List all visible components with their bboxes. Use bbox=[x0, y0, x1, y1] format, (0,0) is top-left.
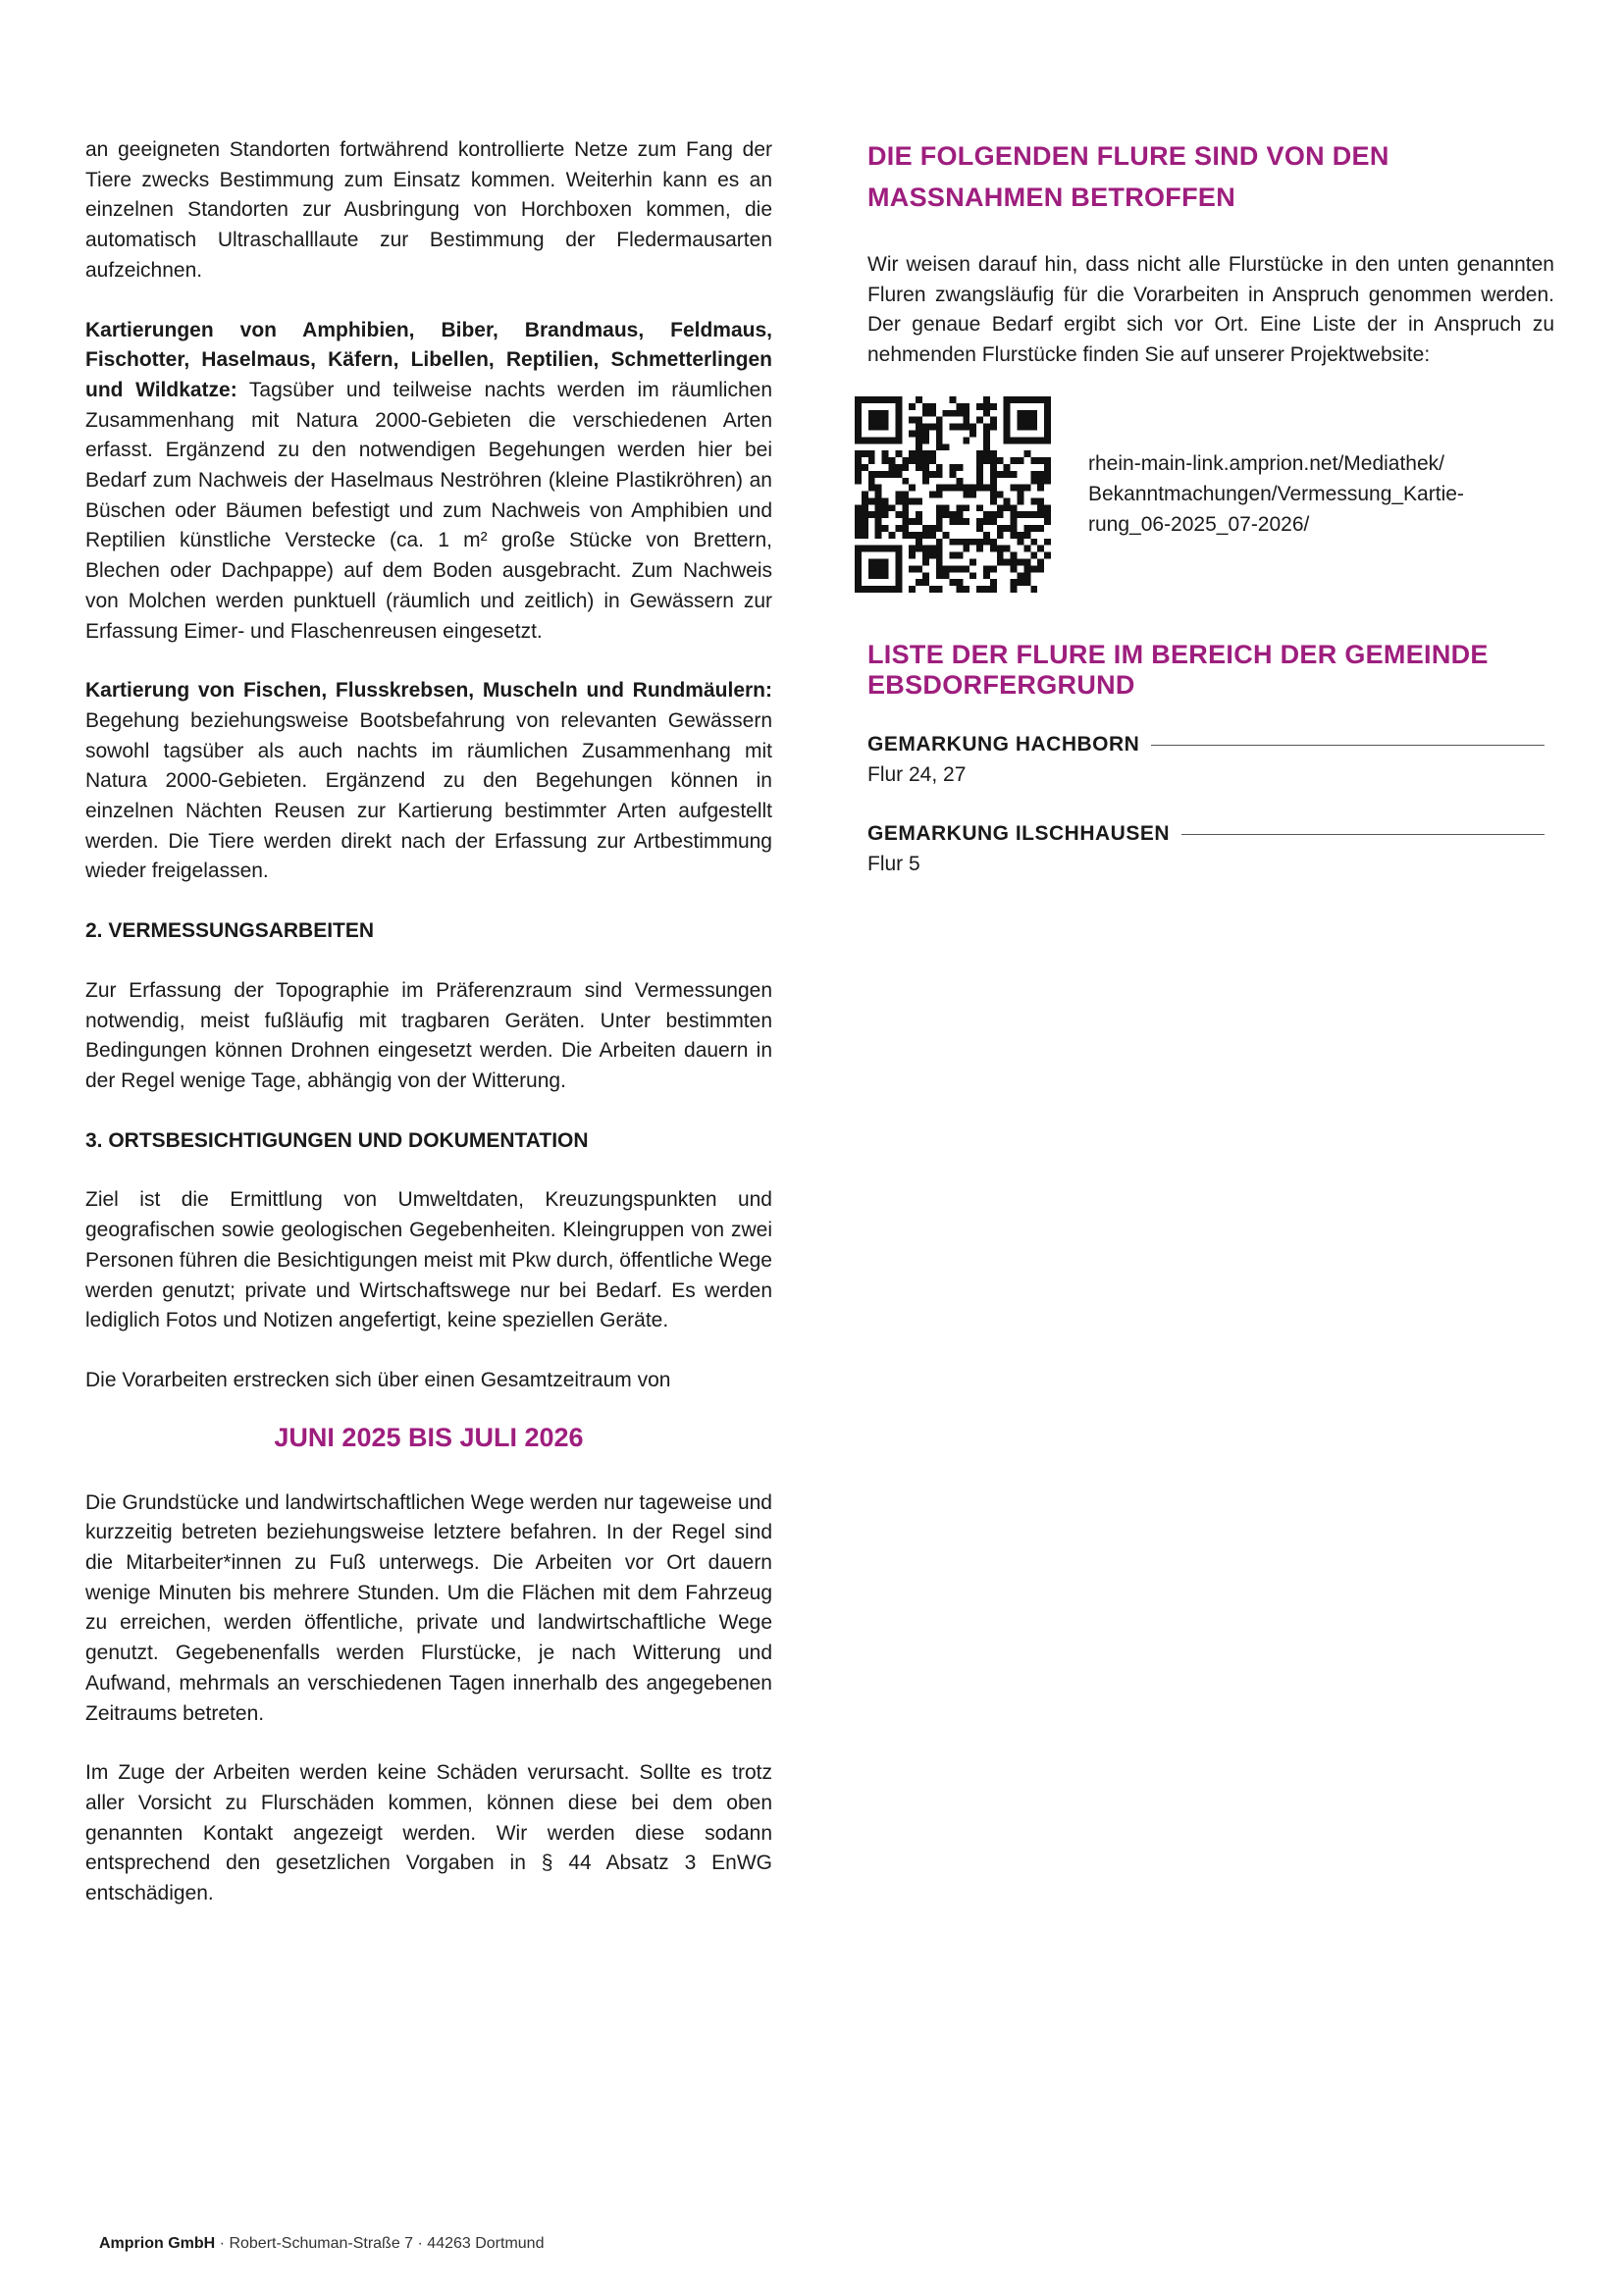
paragraph-vermessung: Zur Erfassung der Topographie im Präferenzraum sind Vermessungen notwendig, meist fußläufig mit tragbaren Geräten. Unter bestimmten Bedingungen können Drohnen eingesetzt werden. Die Arbeiten dauern in der Regel wenige Tage, abhängig von der Witterung. bbox=[85, 978, 772, 1092]
date-range-highlight: JUNI 2025 BIS JULI 2026 bbox=[274, 1422, 584, 1452]
paragraph-zeitraum-intro: Die Vorarbeiten erstrecken sich über einen Gesamtzeitraum von bbox=[85, 1368, 671, 1391]
paragraph-body: Begehung beziehungsweise Bootsbefahrung von relevanten Gewässern sowohl tagsüber als auch nachts im räumlichen Zusammenhang mit Natura 2000-Gebieten. Ergänzend zu den Begehungen können in einzelnen Nächten Reusen zur Kartierung bestimmter Arten aufgestellt werden. Die Tiere werden direkt nach der Erfassung zur Artbestimmung wieder freigelassen. bbox=[85, 708, 772, 883]
footer-address: · Robert-Schuman-Straße 7 · 44263 Dortmund bbox=[215, 2235, 545, 2252]
gemarkung-name: GEMARKUNG HACHBORN bbox=[867, 732, 1140, 756]
footer bbox=[99, 2235, 544, 2253]
paragraph-body: Tagsüber und teilweise nachts werden im räumlichen Zusammenhang mit Natura 2000-Gebieten die verschiedenen Arten erfasst. Ergänzend zu den notwendigen Begehungen werden hier bei Bedarf zum Nachweis der Haselmaus Neströhren (kleine Plastikröhren) an Büschen oder Bäumen befestigt und zum Nachweis von Amphibien und Reptilien künstliche Verstecke (ca. 1 m² große Stücke von Brettern, Blechen oder Dachpappe) auf dem Boden ausgebracht. Zum Nachweis von Molchen werden punktuell (räumlich und zeitlich) in Gewässern zur Erfassung Eimer- und Flaschenreusen eingesetzt. bbox=[85, 378, 772, 643]
paragraph-kartierungen-amphibien bbox=[85, 316, 772, 648]
paragraph-schaeden: Im Zuge der Arbeiten werden keine Schäden verursacht. Sollte es trotz aller Vorsicht zu Flurschäden kommen, können diese bei dem oben genannten Kontakt angezeigt werden. Wir werden diese sodann entsprechend den gesetzlichen Vorgaben in § 44 Absatz 3 EnWG entschädigen. bbox=[85, 1761, 772, 1905]
left-column bbox=[85, 135, 772, 1939]
flure-list: Flur 24, 27 bbox=[867, 762, 967, 786]
section-heading-ortsbesichtigung: 3. ORTSBESICHTIGUNGEN UND DOKUMENTATION bbox=[85, 1128, 589, 1152]
heading-line: DIE FOLGENDEN FLURE SIND VON DEN bbox=[867, 141, 1389, 171]
qr-code-icon[interactable] bbox=[855, 396, 1051, 593]
flure-list: Flur 5 bbox=[867, 852, 920, 875]
url-line: rhein-main-link.amprion.net/Mediathek/ bbox=[1088, 452, 1444, 476]
project-website-link[interactable] bbox=[1088, 448, 1464, 540]
intro-paragraph: Wir weisen darauf hin, dass nicht alle Flurstücke in den unten genannten Fluren zwangsläufig für die Vorarbeiten in Anspruch genommen werden. Der genaue Bedarf ergibt sich vor Ort. Eine Liste der in Anspruch zu nehmenden Flurstücke finden Sie auf unserer Projektwebsite: bbox=[867, 253, 1554, 367]
gemarkung-name: GEMARKUNG ILSCHHAUSEN bbox=[867, 822, 1171, 846]
url-line: rung_06-2025_07-2026/ bbox=[1088, 513, 1310, 537]
gemarkung-block bbox=[867, 819, 1554, 879]
right-column bbox=[867, 135, 1554, 880]
gemarkung-block bbox=[867, 730, 1554, 790]
affected-flure-heading bbox=[867, 135, 1554, 218]
heading-line: MASSNAHMEN BETROFFEN bbox=[867, 183, 1235, 212]
paragraph-fledermaus: an geeigneten Standorten fortwährend kontrollierte Netze zum Fang der Tiere zwecks Bestimmung zum Einsatz kommen. Weiterhin kann es an einzelnen Standorten zur Ausbringung von Horchboxen kommen, die automatisch Ultraschalllaute zur Bestimmung der Fledermausarten aufzeichnen. bbox=[85, 138, 772, 282]
heading-line: EBSDORFERGRUND bbox=[867, 669, 1135, 700]
paragraph-kartierung-fische bbox=[85, 676, 772, 887]
paragraph-ortsbesichtigung: Ziel ist die Ermittlung von Umweltdaten, Kreuzungspunkten und geografischen sowie geologischen Gegebenheiten. Kleingruppen von zwei Personen führen die Besichtigungen meist mit Pkw durch, öffentliche Wege werden genutzt; private und Wirtschaftswege nur bei Bedarf. Es werden lediglich Fotos und Notizen angefertigt, keine speziellen Geräte. bbox=[85, 1188, 772, 1332]
paragraph-grundstuecke: Die Grundstücke und landwirtschaftlichen Wege werden nur tageweise und kurzzeitig betreten beziehungsweise letztere befahren. In der Regel sind die Mitarbeiter*innen zu Fuß unterwegs. Die Arbeiten vor Ort dauern wenige Minuten bis mehrere Stunden. Um die Flächen mit dem Fahrzeug zu erreichen, werden öffentliche, private und landwirtschaftliche Wege genutzt. Gegebenenfalls werden Flurstücke, je nach Witterung und Aufwand, mehrmals an verschiedenen Tagen innerhalb des angegebenen Zeitraums betreten. bbox=[85, 1490, 772, 1725]
footer-company: Amprion GmbH bbox=[99, 2235, 216, 2252]
paragraph-lead-bold: Kartierungen von Amphibien, Biber, Brandmaus, Feldmaus, Fischotter, Haselmaus, Käfern, Libellen, Reptilien, Schmetterlingen und Wildkatze: bbox=[85, 318, 772, 401]
divider bbox=[1151, 745, 1545, 746]
gemeinde-list-heading bbox=[867, 640, 1554, 701]
section-heading-vermessung: 2. VERMESSUNGSARBEITEN bbox=[85, 919, 375, 943]
heading-line: LISTE DER FLURE IM BEREICH DER GEMEINDE bbox=[867, 639, 1489, 669]
url-line: Bekanntmachungen/Vermessung_Kartie- bbox=[1088, 483, 1464, 506]
qr-link-row bbox=[867, 396, 1554, 593]
divider bbox=[1181, 834, 1545, 835]
paragraph-lead-bold: Kartierung von Fischen, Flusskrebsen, Muscheln und Rundmäulern: bbox=[85, 679, 772, 703]
